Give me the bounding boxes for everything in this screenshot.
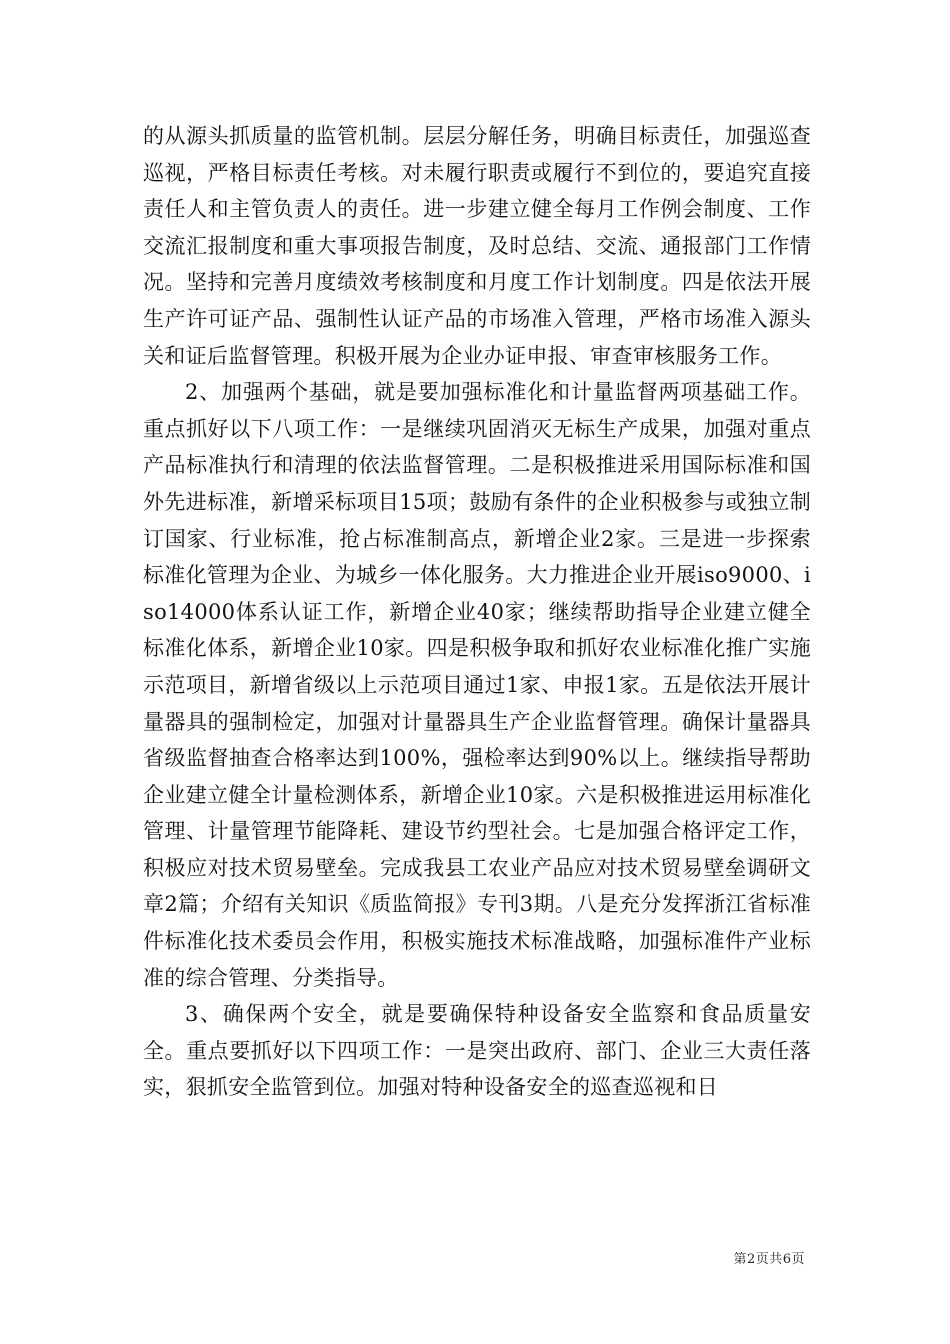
paragraph-3: 3、确保两个安全，就是要确保特种设备安全监察和食品质量安全。重点要抓好以下四项工作：一是突出政府、部门、企业三大责任落实，狠抓安全监管到位。加强对特种设备安全的巡查巡视和日	[143, 1002, 811, 1100]
paragraph-1: 的从源头抓质量的监管机制。层层分解任务，明确目标责任，加强巡查巡视，严格目标责任考核。对未履行职责或履行不到位的，要追究直接责任人和主管负责人的责任。进一步建立健全每月工作例会制度、工作交流汇报制度和重大事项报告制度，及时总结、交流、通报部门工作情况。坚持和完善月度绩效考核制度和月度工作计划制度。四是依法开展生产许可证产品、强制性认证产品的市场准入管理，严格市场准入源头关和证后监督管理。积极开展为企业办证申报、审查审核服务工作。	[143, 124, 811, 368]
paragraph-2: 2、加强两个基础，就是要加强标准化和计量监督两项基础工作。重点抓好以下八项工作：一是继续巩固消灭无标生产成果，加强对重点产品标准执行和清理的依法监督管理。二是积极推进采用国际标准和国外先进标准，新增采标项目15项；鼓励有条件的企业积极参与或独立制订国家、行业标准，抢占标准制高点，新增企业2家。三是进一步探索标准化管理为企业、为城乡一体化服务。大力推进企业开展iso9000、iso14000体系认证工作，新增企业40家；继续帮助指导企业建立健全标准化体系，新增企业10家。四是积极争取和抓好农业标准化推广实施示范项目，新增省级以上示范项目通过1家、申报1家。五是依法开展计量器具的强制检定，加强对计量器具生产企业监督管理。确保计量器具省级监督抽查合格率达到100%，强检率达到90%以上。继续指导帮助企业建立健全计量检测体系，新增企业10家。六是积极推进运用标准化管理、计量管理节能降耗、建设节约型社会。七是加强合格评定工作，积极应对技术贸易壁垒。完成我县工农业产品应对技术贸易壁垒调研文章2篇；介绍有关知识《质监简报》专刊3期。八是充分发挥浙江省标准件标准化技术委员会作用，积极实施技术标准战略，加强标准件产业标准的综合管理、分类指导。	[143, 380, 811, 990]
document-body	[143, 118, 811, 1106]
page-number-footer: 第2页共6页	[733, 1252, 805, 1267]
